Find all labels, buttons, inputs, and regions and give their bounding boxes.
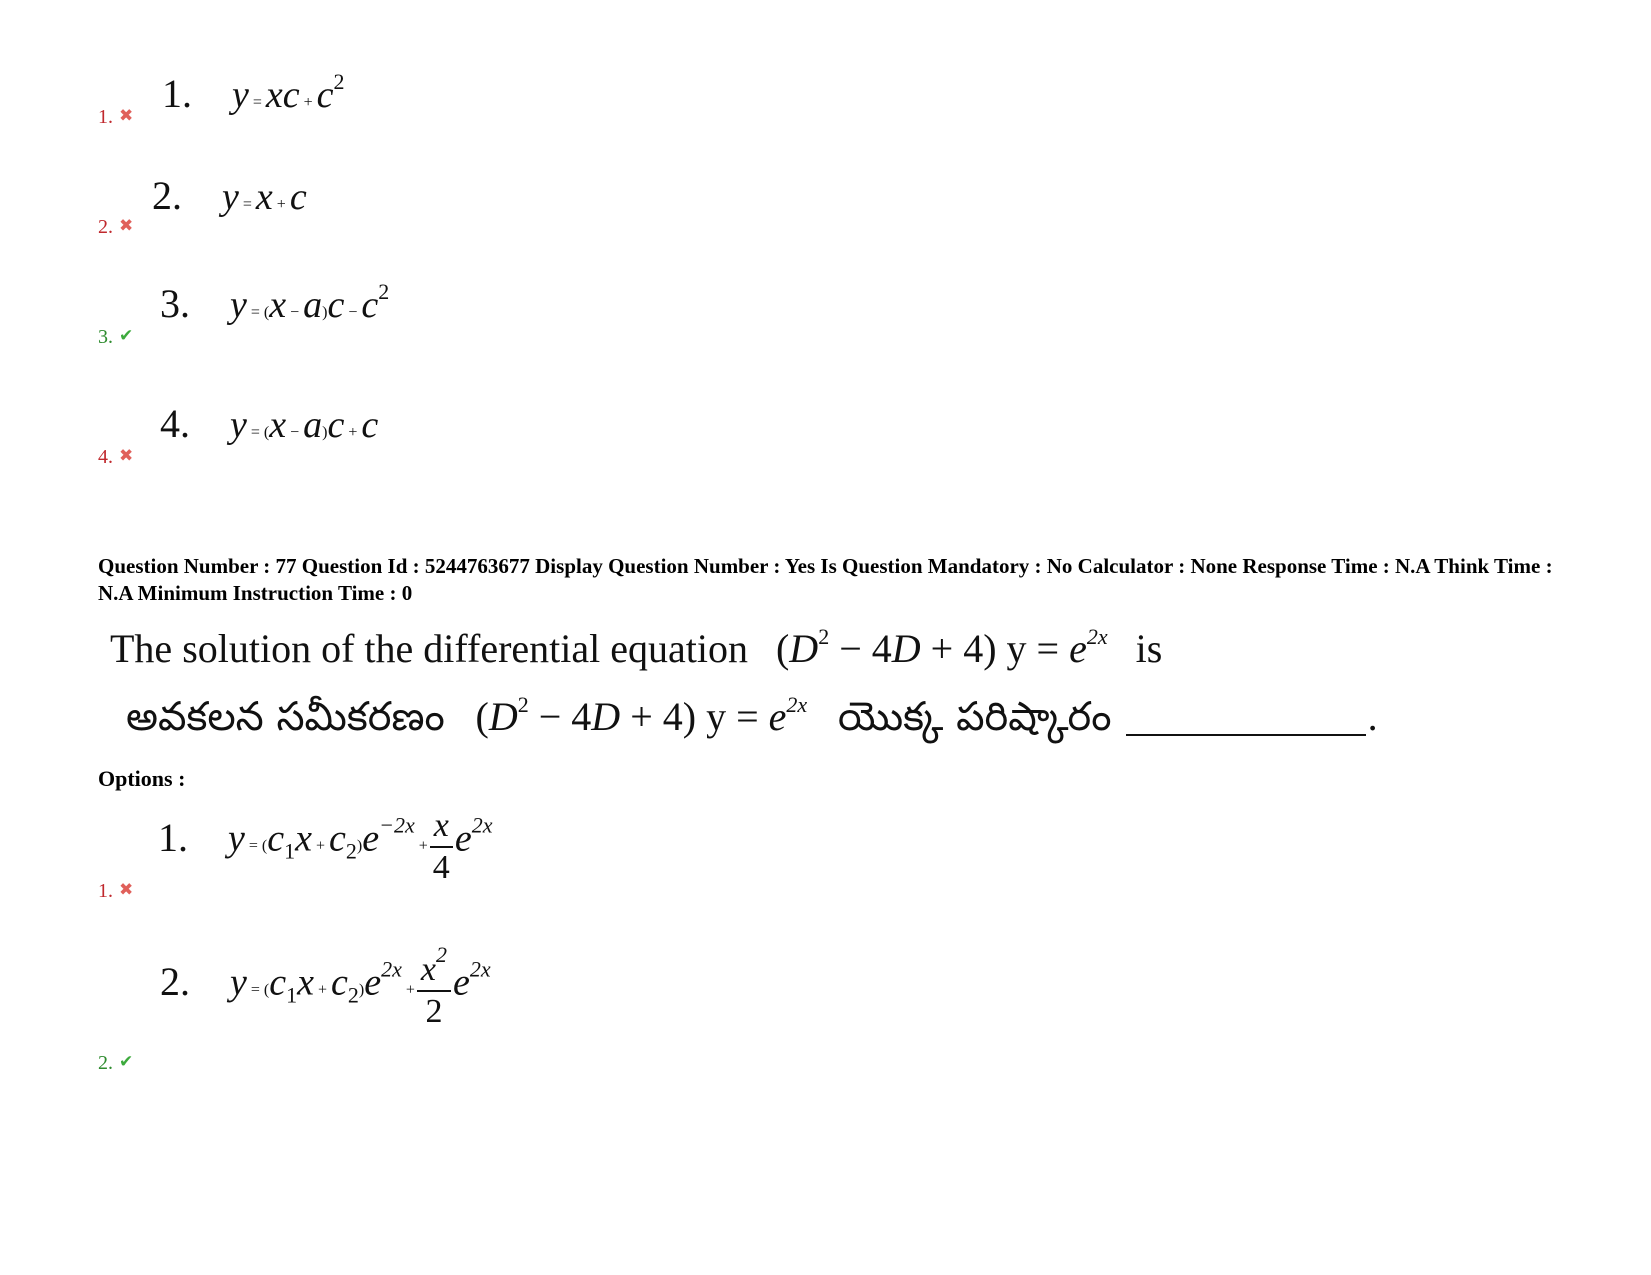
prev-option-2-number: 2. (98, 216, 113, 238)
prev-option-3-number: 3. (98, 326, 113, 348)
cross-icon: ✖ (119, 880, 134, 899)
cross-icon: ✖ (119, 106, 134, 125)
check-icon: ✔ (119, 326, 134, 345)
question-text-en-suffix: is (1135, 626, 1163, 671)
cross-icon: ✖ (119, 216, 134, 235)
prev-option-1-number: 1. (98, 106, 113, 128)
question-text-telugu: అవకలన సమీకరణం $(D^2 - 4D + 4) y = e^{2x}$ యొక్క పరిష్కారం . (126, 692, 1378, 740)
prev-option-4-math: 4. y = (x − a)c + c (160, 401, 379, 446)
prev-option-2-math: 2. y = x + c (152, 173, 307, 218)
option-2-marker (98, 1052, 133, 1075)
prev-option-4-number: 4. (98, 446, 113, 468)
prev-option-4-marker (98, 446, 133, 469)
option-1-math: 1. $y = (c_1x + c_2)e^{-2x}$ + $\frac{x}{4}$ $e^{2x}$ (158, 807, 493, 886)
question-text-te-suffix: యొక్క పరిష్కారం (837, 694, 1112, 740)
fraction: $\frac{x^2}{2}$ (417, 950, 451, 1032)
question-equation-te: $(D^2 - 4D + 4) y = e^{2x}$ (475, 692, 808, 739)
prev-option-1-math: 1. y = xc + $c^2$ (162, 69, 345, 116)
question-equation-en: $(D^2 - 4D + 4) y = e^{2x}$ (775, 624, 1108, 671)
question-text-en-prefix: The solution of the differential equation (110, 626, 748, 671)
check-icon: ✔ (119, 1052, 134, 1071)
options-label: Options : (98, 766, 186, 791)
question-meta: Question Number : 77 Question Id : 5244763677 Display Question Number : Yes Is Question Mandatory : No Calculator : None Response Time : N.A Think Time : N.A Minimum Instruction Time : 0 (98, 554, 1553, 605)
option-1-marker (98, 880, 133, 903)
prev-option-3-math: 3. $y = (x - a)c - c^2$ (160, 279, 390, 326)
prev-option-2-marker (98, 216, 133, 239)
fraction: $\frac{x}{4}$ (430, 806, 453, 888)
question-text-english (110, 625, 1162, 672)
prev-option-1-marker (98, 106, 133, 129)
question-text-te-prefix: అవకలన సమీకరణం (126, 694, 445, 740)
cross-icon: ✖ (119, 446, 134, 465)
option-2-math: 2. $y = (c_1x + c_2)e^{2x}$ + $\frac{x^2}{2}$ $e^{2x}$ (160, 942, 491, 1030)
prev-option-3-marker (98, 326, 133, 349)
option-1-number: 1. (98, 880, 113, 902)
answer-blank (1126, 704, 1366, 736)
option-2-number: 2. (98, 1052, 113, 1074)
